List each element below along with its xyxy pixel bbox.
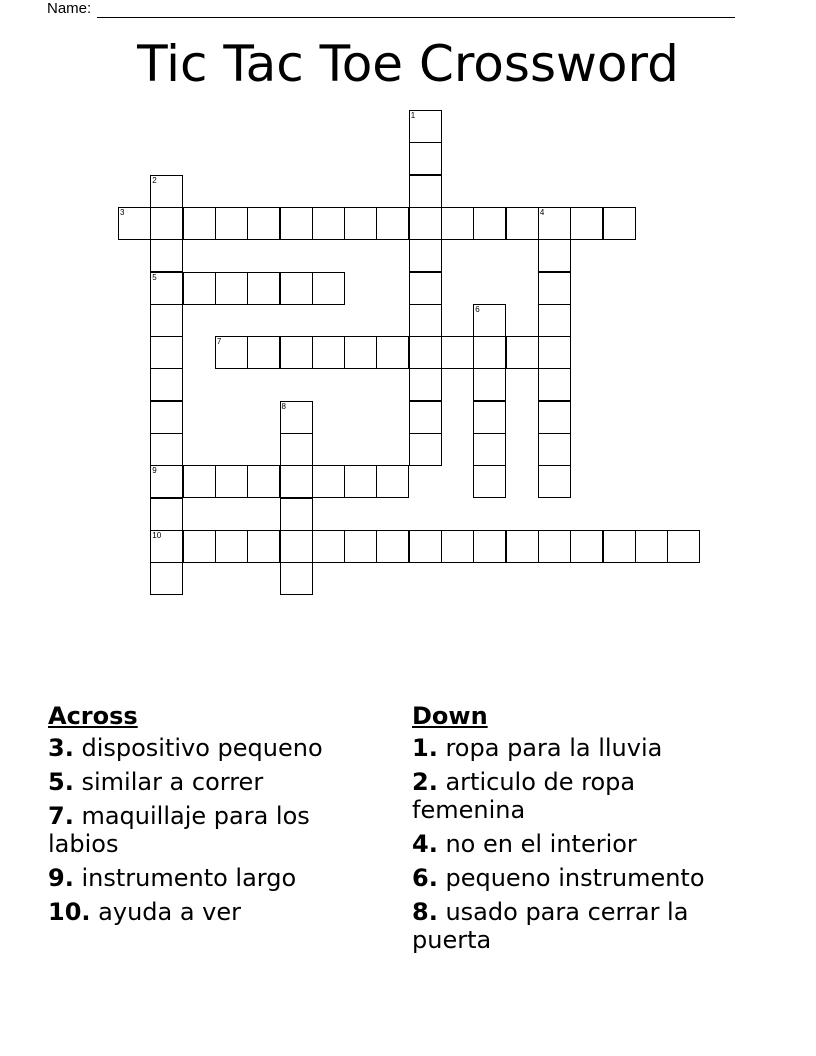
crossword-cell[interactable] (376, 336, 409, 369)
clue-number: 7. (48, 802, 74, 830)
crossword-cell[interactable] (150, 401, 183, 434)
crossword-cell[interactable] (280, 465, 313, 498)
crossword-cell[interactable] (441, 207, 474, 240)
clue-number: 3. (48, 734, 74, 762)
clue-down-1 (412, 734, 742, 762)
crossword-cell[interactable] (538, 304, 571, 337)
crossword-cell[interactable] (473, 433, 506, 466)
crossword-cell[interactable] (635, 530, 668, 563)
crossword-cell[interactable] (280, 498, 313, 531)
clue-text: ropa para la lluvia (445, 734, 663, 762)
crossword-cell[interactable] (150, 433, 183, 466)
crossword-cell[interactable] (215, 336, 248, 369)
clue-number: 10. (48, 898, 91, 926)
down-clues (412, 702, 742, 960)
crossword-cell[interactable] (506, 530, 539, 563)
crossword-cell[interactable] (409, 433, 442, 466)
crossword-cell[interactable] (118, 207, 151, 240)
crossword-cell[interactable] (150, 336, 183, 369)
clue-text: usado para cerrar la puerta (412, 898, 689, 954)
crossword-cell[interactable] (538, 239, 571, 272)
crossword-cell[interactable] (150, 272, 183, 305)
crossword-cell[interactable] (215, 465, 248, 498)
crossword-cell[interactable] (409, 304, 442, 337)
clue-across-3 (48, 734, 378, 762)
crossword-cell[interactable] (150, 368, 183, 401)
crossword-cell[interactable] (344, 465, 377, 498)
clue-text: dispositivo pequeno (81, 734, 323, 762)
clue-number-label: 5 (152, 272, 157, 282)
crossword-cell[interactable] (473, 401, 506, 434)
crossword-cell[interactable] (312, 272, 345, 305)
clue-number-label: 4 (539, 207, 545, 217)
clue-number: 5. (48, 768, 74, 796)
crossword-cell[interactable] (183, 272, 216, 305)
clue-across-9 (48, 864, 378, 892)
crossword-cell[interactable] (247, 465, 280, 498)
crossword-cell[interactable] (247, 336, 280, 369)
crossword-cell[interactable] (183, 207, 216, 240)
crossword-cell[interactable] (538, 207, 571, 240)
clue-number: 1. (412, 734, 438, 762)
crossword-cell[interactable] (280, 272, 313, 305)
clue-number-label: 1 (410, 111, 416, 120)
crossword-cell[interactable] (473, 530, 506, 563)
clue-text: no en el interior (445, 830, 637, 858)
crossword-cell[interactable] (570, 207, 603, 240)
crossword-cell[interactable] (409, 110, 442, 143)
crossword-cell[interactable] (538, 530, 571, 563)
clue-down-4 (412, 830, 742, 858)
crossword-cell[interactable] (280, 401, 313, 434)
crossword-cell[interactable] (473, 336, 506, 369)
crossword-cell[interactable] (344, 207, 377, 240)
clue-across-5 (48, 768, 378, 796)
clue-text: pequeno instrumento (445, 864, 705, 892)
crossword-cell[interactable] (409, 272, 442, 305)
across-heading: Across (48, 702, 138, 730)
crossword-cell[interactable] (215, 530, 248, 563)
clue-number-label: 2 (152, 175, 157, 185)
crossword-cell[interactable] (376, 530, 409, 563)
crossword-cell[interactable] (538, 272, 571, 305)
crossword-cell[interactable] (570, 530, 603, 563)
crossword-cell[interactable] (280, 433, 313, 466)
crossword-cell[interactable] (280, 530, 313, 563)
crossword-cell[interactable] (150, 175, 183, 208)
clue-number-label: 7 (216, 337, 222, 347)
clue-number-label: 6 (475, 304, 480, 314)
crossword-cell[interactable] (603, 530, 636, 563)
crossword-cell[interactable] (312, 207, 345, 240)
clue-text: ayuda a ver (98, 898, 242, 926)
crossword-cell[interactable] (344, 336, 377, 369)
crossword-cell[interactable] (344, 530, 377, 563)
crossword-cell[interactable] (506, 336, 539, 369)
crossword-cell[interactable] (215, 272, 248, 305)
crossword-cell[interactable] (473, 304, 506, 337)
crossword-cell[interactable] (150, 498, 183, 531)
clue-down-6 (412, 864, 742, 892)
crossword-cell[interactable] (247, 272, 280, 305)
crossword-cell[interactable] (215, 207, 248, 240)
crossword-cell[interactable] (506, 207, 539, 240)
crossword-cell[interactable] (409, 239, 442, 272)
crossword-cell[interactable] (538, 433, 571, 466)
crossword-cell[interactable] (473, 465, 506, 498)
clue-text: articulo de ropa femenina (412, 768, 636, 824)
crossword-cell[interactable] (150, 304, 183, 337)
across-clues (48, 702, 378, 932)
crossword-cell[interactable] (150, 465, 183, 498)
crossword-cell[interactable] (473, 207, 506, 240)
clue-text: instrumento largo (81, 864, 297, 892)
clue-text: similar a correr (81, 768, 264, 796)
crossword-cell[interactable] (538, 336, 571, 369)
crossword-cell[interactable] (247, 530, 280, 563)
crossword-cell[interactable] (150, 530, 183, 563)
crossword-cell[interactable] (409, 142, 442, 175)
crossword-cell[interactable] (150, 239, 183, 272)
crossword-cell[interactable] (312, 530, 345, 563)
clue-across-10 (48, 898, 378, 926)
crossword-cell[interactable] (376, 465, 409, 498)
crossword-cell[interactable] (280, 207, 313, 240)
clue-number: 8. (412, 898, 438, 926)
down-heading: Down (412, 702, 488, 730)
crossword-cell[interactable] (441, 336, 474, 369)
name-label: Name: (47, 0, 92, 17)
clue-number: 6. (412, 864, 438, 892)
clue-number: 4. (412, 830, 438, 858)
crossword-cell[interactable] (409, 336, 442, 369)
crossword-cell[interactable] (538, 401, 571, 434)
crossword-cell[interactable] (409, 207, 442, 240)
crossword-cell[interactable] (473, 368, 506, 401)
crossword-cell[interactable] (409, 175, 442, 208)
crossword-cell[interactable] (247, 207, 280, 240)
clue-number-label: 8 (281, 401, 286, 411)
clue-down-8 (412, 898, 742, 954)
crossword-cell[interactable] (409, 401, 442, 434)
crossword-cell[interactable] (150, 207, 183, 240)
crossword-cell[interactable] (538, 368, 571, 401)
crossword-cell[interactable] (183, 530, 216, 563)
clue-number-label: 3 (120, 207, 125, 217)
clue-number: 2. (412, 768, 438, 796)
crossword-cell[interactable] (280, 562, 313, 595)
crossword-cell[interactable] (667, 530, 700, 563)
clue-across-7 (48, 802, 378, 858)
crossword-cell[interactable] (376, 207, 409, 240)
crossword-cell[interactable] (538, 465, 571, 498)
crossword-cell[interactable] (409, 530, 442, 563)
clue-down-2 (412, 768, 742, 824)
clue-number-label: 9 (152, 466, 157, 476)
crossword-cell[interactable] (183, 465, 216, 498)
crossword-cell[interactable] (441, 530, 474, 563)
crossword-cell[interactable] (409, 368, 442, 401)
crossword-cell[interactable] (603, 207, 636, 240)
clue-number: 9. (48, 864, 74, 892)
clue-text: maquillaje para los labios (48, 802, 310, 858)
crossword-cell[interactable] (280, 336, 313, 369)
crossword-cell[interactable] (150, 562, 183, 595)
page-title: Tic Tac Toe Crossword (137, 35, 679, 93)
crossword-cell[interactable] (312, 336, 345, 369)
clue-number-label: 10 (152, 530, 162, 540)
crossword-cell[interactable] (312, 465, 345, 498)
